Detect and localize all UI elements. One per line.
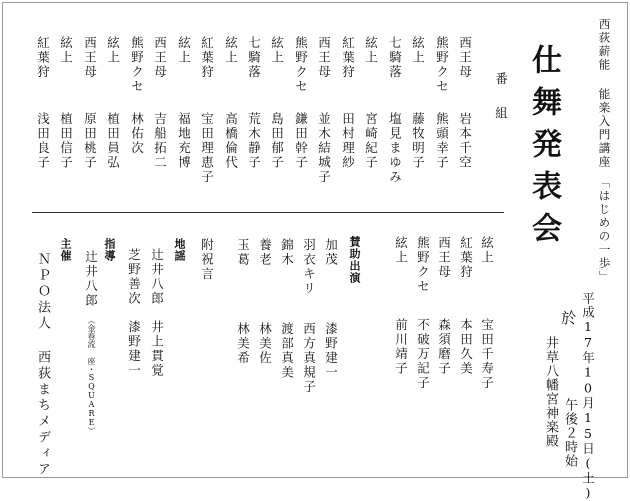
program-performer: 福地充博 [176, 112, 192, 170]
program-piece: 絃上 [223, 36, 239, 65]
program-piece: 西王母 [82, 36, 98, 80]
program-performer: 島田郁子 [269, 112, 285, 170]
shido-name: 辻井八郎 [83, 250, 99, 308]
program-piece: 熊野クセ [434, 36, 450, 94]
program-performer: 荒木静子 [246, 112, 262, 170]
host-name: ＮＰＯ法人 西荻まちメディア [35, 252, 50, 478]
program-performer: 浅田良子 [35, 112, 51, 170]
program-piece: 西王母 [152, 36, 168, 80]
guest-performer: 漆野建一 [323, 322, 339, 380]
program-performer: 並木結城子 [316, 112, 332, 185]
second-program-piece: 絃上 [393, 236, 409, 265]
guest-performer: 渡部真美 [279, 322, 295, 380]
second-program-performer: 宝田千寿子 [479, 318, 495, 391]
guest-piece: 養老 [257, 238, 273, 267]
program-piece: 絃上 [269, 36, 285, 65]
venue-name: 井草八幡宮神楽殿 [543, 336, 558, 448]
program-performer: 岩本千空 [457, 112, 473, 170]
program-piece: 七騎落 [387, 36, 403, 80]
program-performer: 熊頭幸子 [434, 112, 450, 170]
jiutai-member: 井上貫覚 [149, 320, 165, 378]
program-piece: 絃上 [363, 36, 379, 65]
program-performer: 林佑次 [129, 112, 145, 156]
page-title: 仕舞発表会 [526, 44, 561, 254]
guest-performer: 林美佐 [257, 322, 273, 366]
second-program-performer: 不破万記子 [415, 318, 431, 391]
program-piece: 熊野クセ [129, 36, 145, 94]
program-performer: 吉船拓二 [152, 112, 168, 170]
program-piece: 紅葉狩 [340, 36, 356, 80]
shido-label: 指導 [103, 238, 116, 262]
program-piece: 紅葉狩 [199, 36, 215, 80]
program-performer: 植田信子 [58, 112, 74, 170]
event-time: 午後２時始 [562, 398, 577, 468]
program-performer: 田村理紗 [340, 112, 356, 170]
program-performer: 高橋倫代 [223, 112, 239, 170]
second-program-piece: 西王母 [436, 236, 452, 280]
guest-piece: 羽衣キリ [301, 238, 317, 296]
program-piece: 熊野クセ [293, 36, 309, 94]
program-piece: 絃上 [105, 36, 121, 65]
guest-section-label: 賛助出演 [348, 236, 361, 284]
jiutai-member: 芝野善次 [126, 248, 142, 306]
guest-piece: 加茂 [323, 238, 339, 267]
program-piece: 七騎落 [246, 36, 262, 80]
jiutai-member: 辻井八郎 [149, 248, 165, 306]
shido-note: （金春流 座・SQUARE） [87, 316, 96, 435]
program-performer: 宝田理恵子 [199, 112, 215, 185]
program-performer: 植田員弘 [105, 112, 121, 170]
second-program-piece: 絃上 [479, 236, 495, 265]
program-piece: 紅葉狩 [35, 36, 51, 80]
program-performer: 鎌田幹子 [293, 112, 309, 170]
jiutai-label: 地謡 [173, 238, 186, 262]
second-program-performer: 森須磨子 [436, 318, 452, 376]
second-program-piece: 紅葉狩 [458, 236, 474, 280]
section-divider [32, 212, 504, 213]
subtitle: 「はじめの一歩」 [597, 176, 612, 284]
program-performer: 宮崎紀子 [363, 112, 379, 170]
second-program-piece: 熊野クセ [415, 236, 431, 294]
guest-performer: 西方真規子 [301, 322, 317, 395]
second-program-performer: 本田久美 [458, 318, 474, 376]
program-piece: 西王母 [316, 36, 332, 80]
program-performer: 塩見まゆみ [387, 112, 403, 185]
event-date: 平成17年10月15日(土) [580, 292, 596, 501]
program-piece: 絃上 [410, 36, 426, 65]
guest-piece: 錦木 [279, 238, 295, 267]
jiutai-member: 漆野建一 [126, 320, 142, 378]
host-label: 主催 [59, 238, 72, 262]
program-performer: 藤牧明子 [410, 112, 426, 170]
closing-label: 附祝言 [199, 238, 215, 282]
venue-prefix: 於 [559, 310, 577, 327]
organizer-line: 西荻薪能 能楽入門講座 [597, 18, 612, 169]
guest-performer: 林美希 [235, 322, 251, 366]
program-performer: 原田桃子 [82, 112, 98, 170]
second-program-performer: 前川靖子 [393, 318, 409, 376]
program-label: 番組 [493, 72, 509, 141]
program-piece: 西王母 [457, 36, 473, 80]
program-piece: 絃上 [58, 36, 74, 65]
guest-piece: 玉葛 [235, 238, 251, 267]
program-piece: 絃上 [176, 36, 192, 65]
